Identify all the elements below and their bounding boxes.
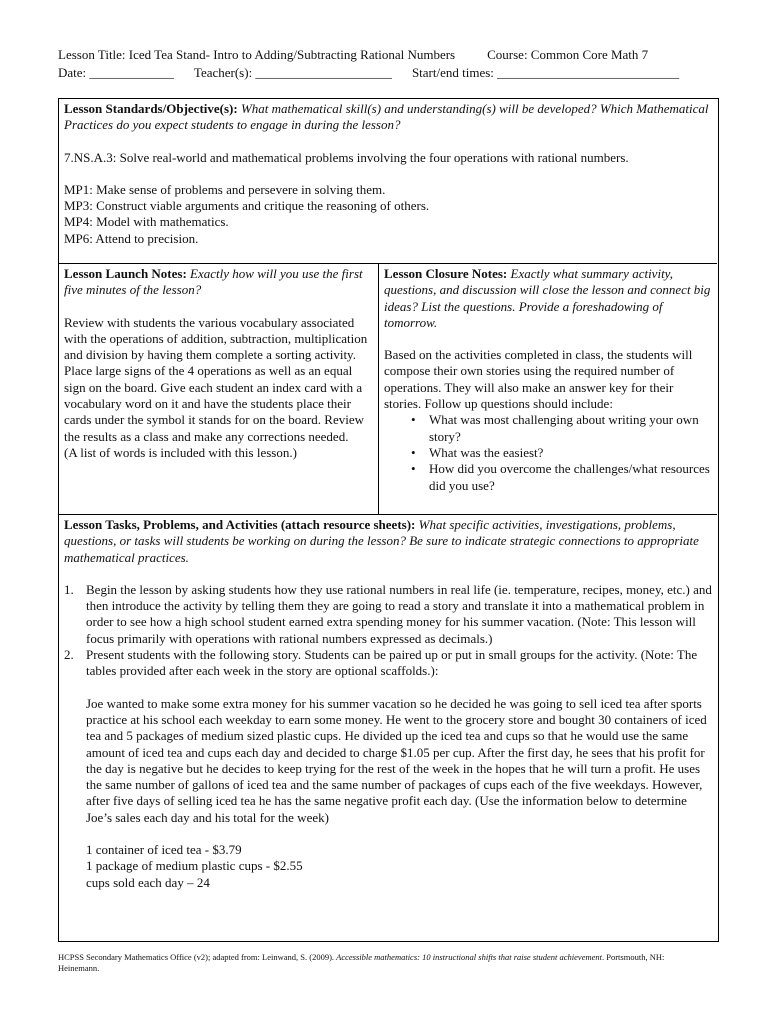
course: Course: Common Core Math 7 [487,47,649,62]
story-text: Joe wanted to make some extra money for his summer vacation so he decided he was going to sell iced tea after sports practice at his school each weekday to earn some money. He went to the grocery store and bought 30 containers of iced tea and 5 packages of medium sized plastic cups. He divided up the iced tea and cups so that he would use the same amount of iced tea and cups each day and decided to charge $1.05 per cup. After the first day, he sees that his profit for the day is negative but he decides to keep trying for the rest of the week in the hopes that he will turn a profit. He uses the same number of gallons of iced tea and the same number of packages of cups each of the five weekdays. However, after five days of selling iced tea he has the same negative profit each day. (Use the information below to determine Joe’s sales each day and his total for the week) [86,695,707,825]
tasks-list [64,582,712,680]
lesson-table [58,98,719,942]
closure-label: Lesson Closure Notes: [384,266,508,281]
closure-cell [379,264,717,515]
list-item: • What was most challenging about writing your own story? [411,412,699,444]
header-line-1 [58,47,648,63]
practice-item: MP1: Make sense of problems and persevere in solving them. [64,181,386,197]
standards-cell [59,99,717,264]
tasks-cell [59,515,717,941]
list-item: • How did you overcome the challenges/what resources did you use? [411,461,710,493]
footer-citation: HCPSS Secondary Mathematics Office (v2); adapted from: Leinwand, S. (2009). Accessible mathematics: 10 instructional shifts that raise student achievement. Portsmouth, NH: Heinemann. [58,952,665,973]
tasks-label: Lesson Tasks, Problems, and Activities (attach resource sheets): [64,517,416,532]
lesson-title: Lesson Title: Iced Tea Stand- Intro to Adding/Subtracting Rational Numbers [58,47,456,62]
header-line-2 [58,65,679,81]
standard-text: 7.NS.A.3: Solve real-world and mathematical problems involving the four operations with rational numbers. [64,149,629,165]
practice-item: MP6: Attend to precision. [64,230,199,246]
bullet-icon: • [411,461,416,477]
closure-body: Based on the activities completed in class, the students will compose their own stories using the required number of operations. They will also make an answer key for their stories. Follow up questions should include: [384,347,693,412]
bullet-icon: • [411,444,416,460]
launch-label: Lesson Launch Notes: [64,266,187,281]
bullet-icon: • [411,412,416,428]
closure-prompt: Exactly what summary activity, questions, and discussion will close the lesson and connect big ideas? List the questions. Provide a foreshadowing of tomorrow. [384,266,711,330]
date-field: Date: _____________ [58,65,174,80]
practice-item: MP3: Construct viable arguments and critique the reasoning of others. [64,198,430,214]
practice-item: MP4: Model with mathematics. [64,214,229,230]
fact-item: 1 package of medium plastic cups - $2.55 [86,858,303,874]
launch-body: Review with students the various vocabulary associated with the operations of addition, subtraction, multiplication and division by having them complete a sorting activity. Place large signs of the 4 operations as well as an equal sign on the board. Give each student an index card with a vocabulary word on it and have the students place their cards under the symbol it stands for on the board. Review the results as a class and make any corrections needed. [64,314,368,444]
fact-item: cups sold each day – 24 [86,874,210,890]
times-field: Start/end times: ____________________________ [411,65,680,80]
list-item: 2. Present students with the following story. Students can be paired up or put in small groups for the activity. (Note: The tables provided after each week in the story are optional scaffolds.): [64,647,698,679]
launch-note: (A list of words is included with this lesson.) [64,444,297,460]
launch-prompt: Exactly how will you use the first five minutes of the lesson? [64,266,363,298]
list-item: 1. Begin the lesson by asking students how they use rational numbers in real life (ie. temperature, recipes, money, etc.) and then introduce the activity by telling them they are going to read a story and translate it into a mathematical problem in order to see how a high school student earned extra spending money for his summer vacation. (Note: This lesson will focus primarily with operations with rational numbers expressed as decimals.) [64,581,712,646]
list-item: • What was the easiest? [411,444,544,460]
tasks-prompt: What specific activities, investigations, problems, questions, or tasks will students be working on during the lesson? Be sure to indicate strategic connections to appropriate mathematical practices. [64,517,699,565]
closure-questions [384,412,712,493]
teachers-field: Teacher(s): _____________________ [193,65,392,80]
standards-prompt: What mathematical skill(s) and understanding(s) will be developed? Which Mathematical Practices do you expect students to engage in during the lesson? [64,101,709,133]
standards-label: Lesson Standards/Objective(s): [64,101,238,116]
fact-item: 1 container of iced tea - $3.79 [86,842,242,858]
launch-cell [59,264,379,515]
